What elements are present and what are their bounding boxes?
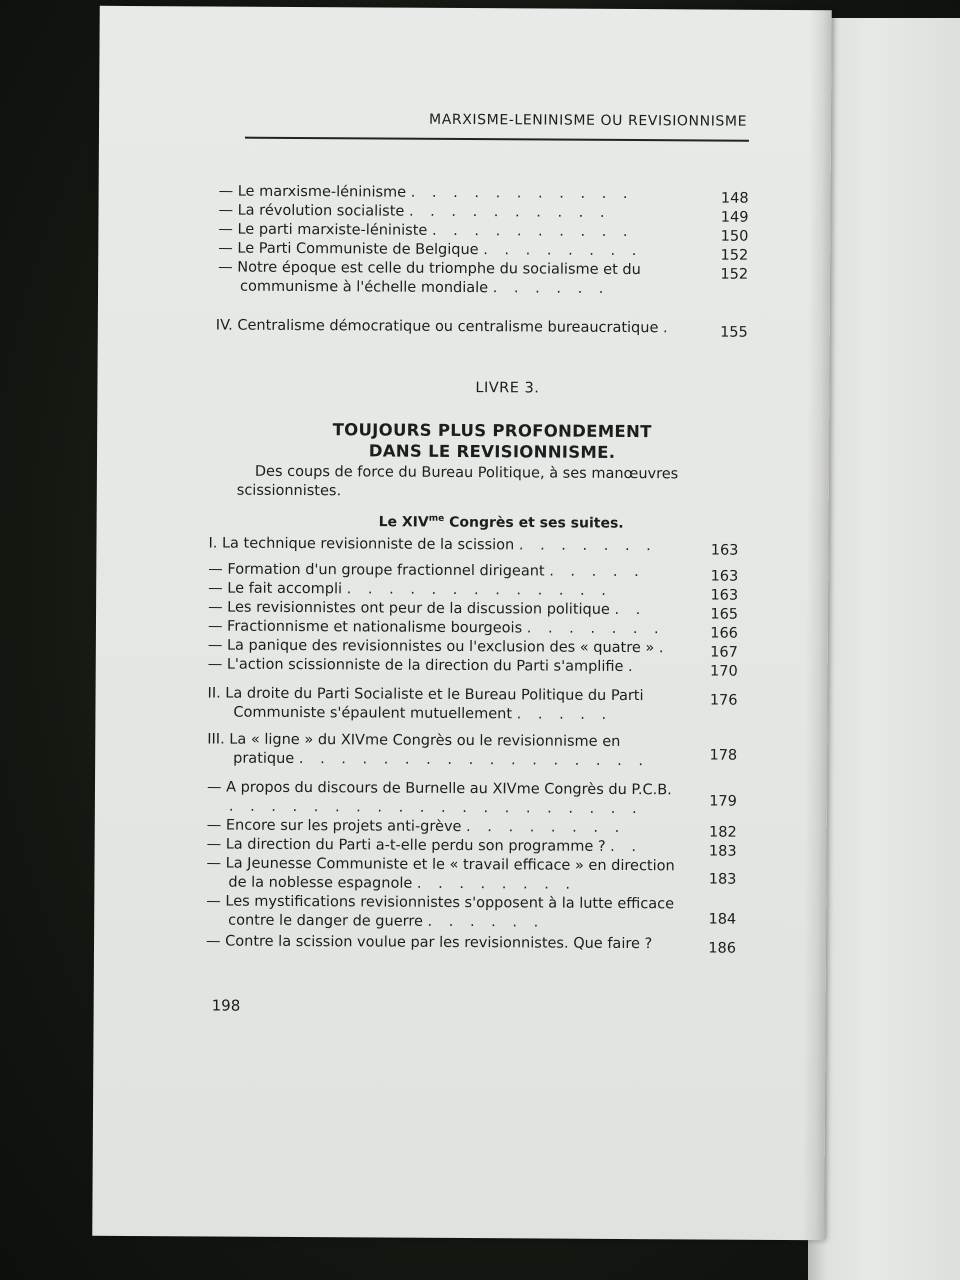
toc-entry: — Le marxisme-léninisme . . . . . . . . . . . 148: [218, 183, 749, 207]
facing-page: [808, 18, 960, 1280]
toc-entry: — Fractionnisme et nationalisme bourgeois . . . . . . . 166: [207, 618, 738, 642]
toc-page-number: 167: [710, 644, 738, 661]
toc-page-number: 166: [710, 625, 738, 642]
running-header: MARXISME-LENINISME OU REVISIONNISME: [429, 111, 748, 130]
toc-entry: — La direction du Parti a-t-elle perdu son programme ? . . 183: [206, 836, 737, 860]
toc-page-number: 178: [709, 747, 738, 764]
part-title: TOUJOURS PLUS PROFONDEMENT DANS LE REVISIONNISME.: [332, 420, 652, 462]
toc-entry: I. La technique revisionniste de la scission . . . . . . . 163: [208, 535, 739, 559]
toc-page-number: 179: [709, 793, 737, 810]
toc-page-number: 176: [709, 692, 738, 709]
part-intro: Des coups de force du Bureau Politique, à ses manœuvres scissionnistes.: [236, 463, 679, 500]
book-label: LIVRE 3.: [475, 380, 540, 397]
toc-page-number: 183: [708, 871, 737, 888]
toc-entry: — La révolution socialiste . . . . . . . . . . 149: [218, 202, 749, 226]
toc-entry: — Les revisionnistes ont peur de la discussion politique . . 165: [208, 599, 739, 623]
header-rule: [245, 137, 749, 142]
toc-page-number: 148: [720, 190, 749, 207]
toc-page-number: 170: [709, 663, 738, 680]
toc-entry: — A propos du discours de Burnelle au XIVme Congrès du P.C.B. . . . . . . . . . . . . . . . . . . . .: [206, 779, 672, 818]
toc-entry: II. La droite du Parti Socialiste et le Bureau Politique du Parti Communiste s'épaulent mutuellement . . . . .: [207, 685, 644, 723]
toc-entry: — Formation d'un groupe fractionnel dirigeant . . . . . 163: [208, 561, 739, 585]
toc-entry: — Encore sur les projets anti-grève . . . . . . . . 182: [206, 817, 737, 841]
toc-entry: — L'action scissionniste de la direction du Parti s'amplifie . 170: [207, 656, 738, 680]
toc-page-number: 183: [708, 843, 737, 860]
toc-entry: — Le parti marxiste-léniniste . . . . . . . . . . 150: [218, 221, 749, 245]
toc-entry: — La panique des revisionnistes ou l'exclusion des « quatre » . 167: [207, 637, 738, 661]
toc-page-number: 163: [710, 542, 739, 559]
chapter-subtitle: Le $XIV^{me}$ Congrès et ses suites.: [378, 513, 624, 532]
toc-section-a: [215, 183, 749, 341]
toc-page-number: 150: [720, 228, 749, 245]
toc-page-number: 149: [720, 209, 749, 226]
toc-entry: — Les mystifications revisionnistes s'opposent à la lutte efficace contre le danger de guerre . . . . . .: [206, 893, 675, 931]
toc-entry: — Contre la scission voulue par les revisionnistes. Que faire ? 186: [206, 933, 737, 957]
toc-page-number: 182: [708, 824, 737, 841]
toc-page-number: 186: [708, 940, 737, 957]
toc-entry: III. La « ligne » du XIVme Congrès ou le revisionnisme en pratique . . . . . . . . . . . . . . . . .: [207, 731, 650, 770]
toc-page-number: 163: [710, 568, 739, 585]
page-number: 198: [211, 996, 241, 1015]
toc-entry: — Le Parti Communiste de Belgique . . . . . . . . 152: [218, 240, 749, 264]
toc-page-number: 163: [710, 587, 739, 604]
toc-section-b: [206, 534, 739, 957]
toc-page-number: 184: [708, 911, 737, 928]
book-page: [92, 6, 831, 1240]
toc-entry: IV. Centralisme démocratique ou centralisme bureaucratique . 155: [215, 317, 748, 341]
toc-page-number: 152: [720, 266, 749, 283]
toc-page-number: 165: [710, 606, 739, 623]
toc-page-number: 155: [720, 324, 748, 341]
toc-entry: — Le fait accompli . . . . . . . . . . . . . 163: [208, 580, 739, 604]
toc-entry: — Notre époque est celle du triomphe du socialisme et du communisme à l'échelle mondiale . . . . . .: [218, 259, 641, 297]
toc-entry: — La Jeunesse Communiste et le « travail efficace » en direction de la noblesse espagnole . . . . . . . .: [206, 855, 675, 893]
toc-page-number: 152: [720, 247, 749, 264]
